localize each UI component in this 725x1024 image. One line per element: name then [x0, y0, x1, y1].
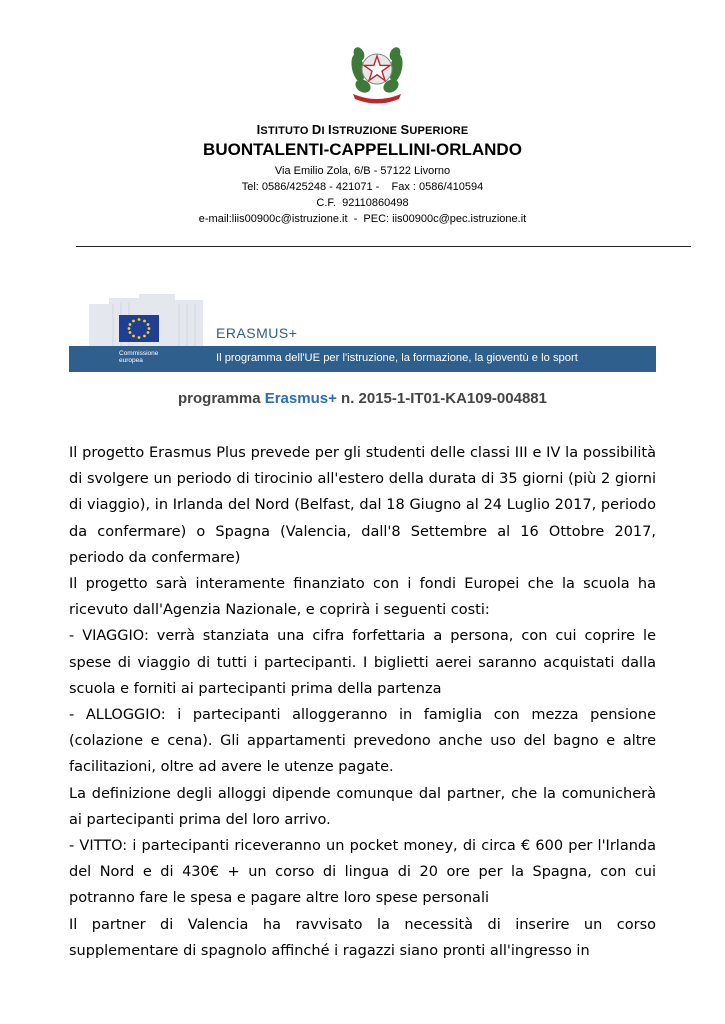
paragraph: La definizione degli alloggi dipende comunque dal partner, che la comunicherà ai partecipanti prima del loro arrivo. — [69, 785, 656, 828]
header-divider — [76, 246, 691, 247]
paragraph: Il progetto Erasmus Plus prevede per gli studenti delle classi III e IV la possibilità di svolgere un periodo di tirocinio all'estero della durata di 35 giorni (più 2 giorni di viaggio), in Irlanda del Nord (Belfast, dal 18 Giugno al 24 Luglio 2017, periodo da confermare) o Spagna (Valencia, dall'8 Settembre al 16 Ottobre 2017, periodo da confermare) — [69, 445, 656, 566]
paragraph: - ALLOGGIO: i partecipanti alloggeranno in famiglia con mezza pensione (colazione e cena). Gli appartamenti prevedono anche uso del bagno e altre facilitazioni, oltre ad avere le utenze pagate. — [69, 707, 656, 776]
body-text — [69, 440, 656, 964]
paragraph: - VITTO: i partecipanti riceveranno un pocket money, di circa € 600 per l'Irlanda del Nord e di 430€ + un corso di lingua di 20 ore per la Spagna, con cui potranno fare le spesa e pagare altre loro spese personali — [69, 838, 656, 907]
institute-type: ISTITUTO DI ISTRUZIONE SUPERIORE — [256, 122, 469, 137]
program-name: Erasmus+ — [264, 390, 337, 407]
paragraph: Il progetto sarà interamente finanziato con i fondi Europei che la scuola ha ricevuto dall'Agenzia Nazionale, e coprirà i seguenti costi: — [69, 576, 656, 619]
email-line: e-mail:liis00900c@istruzione.it - PEC: iis00900c@pec.istruzione.it — [198, 213, 527, 225]
erasmus-tagline: Il programma dell'UE per l'istruzione, la formazione, la gioventù e lo sport — [216, 352, 578, 364]
program-code: programma Erasmus+ n. 2015-1-IT01-KA109-004881 — [178, 390, 547, 407]
paragraph: - VIAGGIO: verrà stanziata una cifra forfettaria a persona, con cui coprire le spese di viaggio di tutti i partecipanti. I biglietti aerei saranno acquistati dalla scuola e forniti ai partecipanti prima della partenza — [69, 628, 656, 697]
address-line: Via Emilio Zola, 6/B - 57122 Livorno — [274, 165, 451, 177]
paragraph: Il partner di Valencia ha ravvisato la necessità di inserire un corso supplementare di spagnolo affinché i ragazzi siano pronti all'ingresso in — [69, 916, 656, 959]
commission-label: europea — [119, 357, 143, 364]
phone-line: Tel: 0586/425248 - 421071 - Fax : 0586/410594 — [241, 181, 484, 193]
tax-code-line: C.F. 92110860498 — [316, 197, 409, 209]
erasmus-brand: ERASMUS+ — [216, 325, 298, 341]
school-name: BUONTALENTI-CAPPELLINI-ORLANDO — [203, 140, 522, 159]
commission-label: Commissione — [119, 350, 159, 357]
erasmus-banner — [69, 294, 656, 372]
italian-republic-emblem — [349, 42, 405, 106]
